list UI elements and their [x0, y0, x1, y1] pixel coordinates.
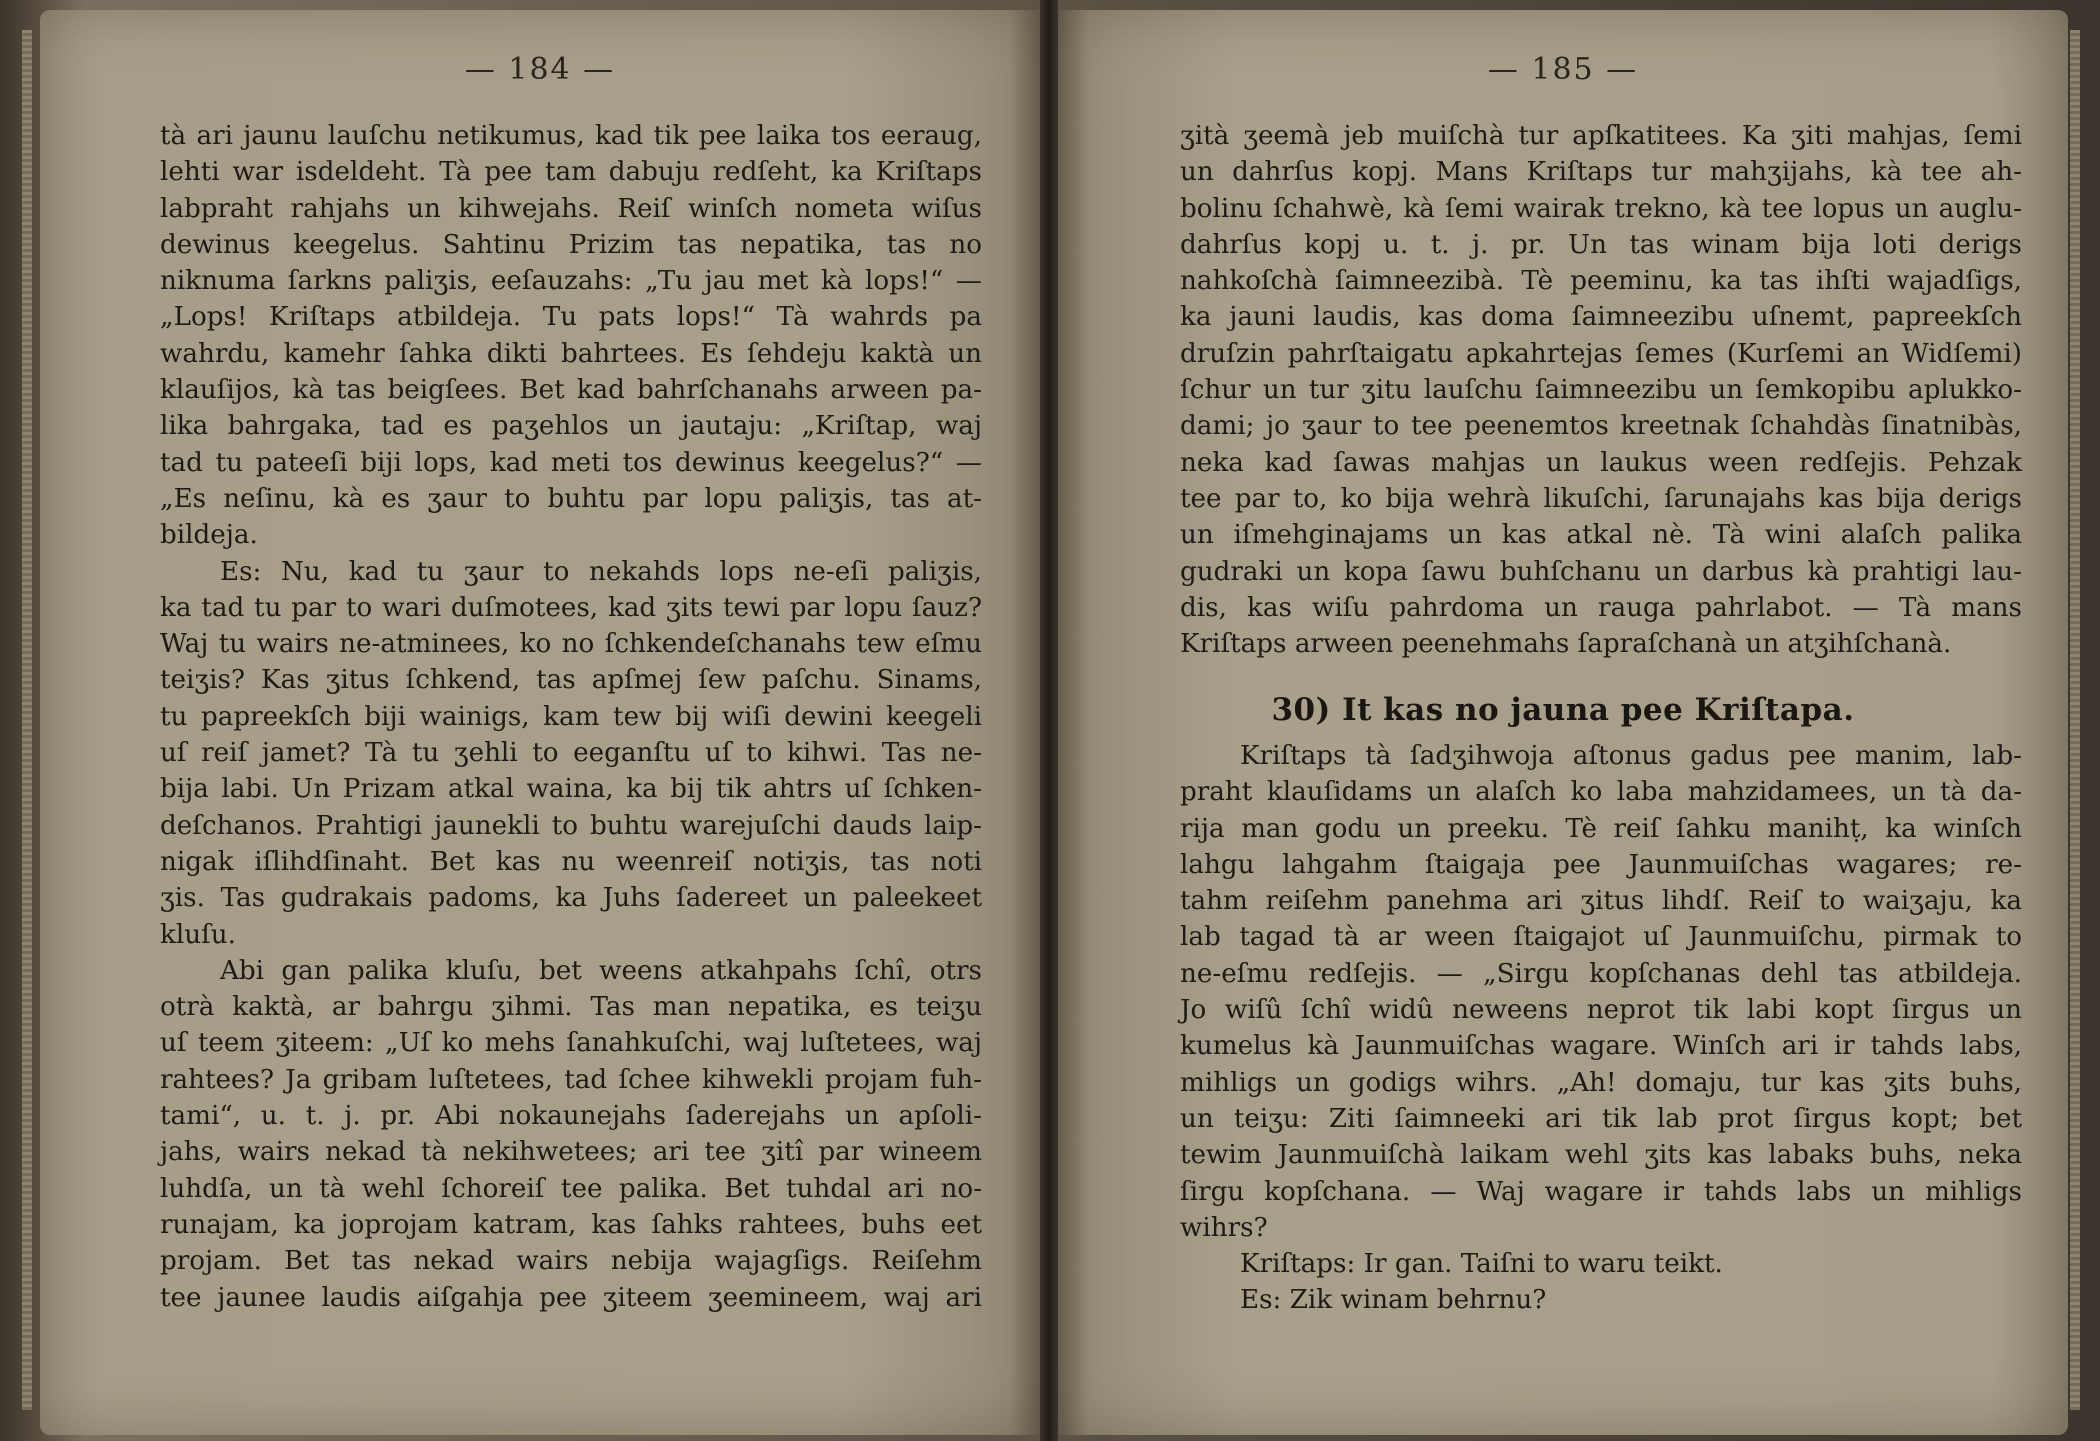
right-page-text-upper	[1180, 118, 2022, 662]
text-line: tahm reiſehm panehma ari ʒitus lihdſ. Reiſ to waiʒaju, ka	[1180, 886, 2022, 917]
text-line: neka kad ſawas mahjas un laukus ween redſejis. Pehzak	[1180, 447, 2022, 478]
text-line: tami“, u. t. j. pr. Abi nokaunejahs ſaderejahs un apſoli-	[160, 1101, 982, 1132]
text-line: kluſu.	[160, 919, 236, 950]
text-line: luhdſa, un tà wehl ſchoreiſ tee palika. Bet tuhdal ari no-	[160, 1173, 982, 1204]
text-line: Es: Zik winam behrnu?	[1240, 1285, 1547, 1316]
text-line: ne-eſmu redſejis. — „Sirgu kopſchanas dehl tas atbildeja.	[1180, 958, 2022, 989]
text-line: uſ teem ʒiteem: „Uſ ko mehs ſanahkuſchi, waj luſtetees, waj	[160, 1028, 982, 1059]
left-page-number: — 184 —	[464, 52, 616, 87]
right-page	[1058, 10, 2068, 1435]
text-line: praht klauſidams un alaſch ko laba mahzidamees, un tà da-	[1180, 777, 2022, 808]
right-page-number: — 185 —	[1487, 52, 1639, 87]
text-line: jahs, wairs nekad tà nekihwetees; ari tee ʒitî par wineem	[160, 1137, 982, 1168]
text-line: Abi gan palika kluſu, bet weens atkahpahs ſchî, otrs	[220, 955, 982, 986]
text-line: Kriſtaps arween peenehmahs ſapraſchanà un atʒihſchanà.	[1180, 629, 1952, 660]
text-line: mihligs un godigs wihrs. „Ah! domaju, tur kas ʒits buhs,	[1180, 1067, 2022, 1098]
text-line: wihrs?	[1180, 1212, 1268, 1243]
text-line: bildeja.	[160, 520, 258, 551]
text-line: Kriſtaps: Ir gan. Taiſni to waru teikt.	[1240, 1249, 1723, 1280]
text-line: lika bahrgaka, tad es paʒehlos un jautaju: „Kriſtap, waj	[160, 411, 982, 442]
text-line: kumelus kà Jaunmuiſchas wagare. Winſch ari ir tahds labs,	[1180, 1031, 2022, 1062]
text-line: tee jaunee laudis aiſgahja pee ʒiteem ʒeemineem, waj ari	[160, 1282, 982, 1313]
text-line: dahrſus kopj u. t. j. pr. Un tas winam bija loti derigs	[1180, 229, 2022, 260]
text-line: tad tu pateeſi biji lops, kad meti tos dewinus keegelus?“ —	[160, 447, 982, 478]
text-line: Jo wiſû ſchî widû neweens neprot tik labi kopt ſirgus un	[1180, 995, 2022, 1026]
text-line: runajam, ka joprojam katram, kas ſahks rahtees, buhs eet	[160, 1209, 982, 1240]
text-line: lab tagad tà ar ween ſtaigajot uſ Jaunmuiſchu, pirmak to	[1180, 922, 2022, 953]
text-line: otrà kaktà, ar bahrgu ʒihmi. Tas man nepatika, es teiʒu	[160, 992, 982, 1023]
text-line: ka tad tu par to wari duſmotees, kad ʒits tewi par lopu ſauz?	[160, 592, 982, 623]
text-line: lehti war isdeldeht. Tà pee tam dabuju redſeht, ka Kriſtaps	[160, 157, 982, 188]
text-line: dis, kas wiſu pahrdoma un rauga pahrlabot. — Tà mans	[1180, 592, 2022, 623]
text-line: deſchanos. Prahtigi jaunekli to buhtu warejuſchi dauds laip-	[160, 810, 982, 841]
text-line: „Lops! Kriſtaps atbildeja. Tu pats lops!“ Tà wahrds pa	[160, 302, 982, 333]
text-line: un teiʒu: Ziti ſaimneeki ari tik lab prot ſirgus kopt; bet	[1180, 1103, 2022, 1134]
text-line: niknuma ſarkns paliʒis, eeſauzahs: „Tu jau met kà lops!“ —	[160, 266, 982, 297]
text-line: nigak iſlihdſinaht. Bet kas nu weenreiſ notiʒis, tas noti	[160, 846, 982, 877]
text-line: wahrdu, kamehr ſahka dikti bahrtees. Es ſehdeju kaktà un	[160, 338, 982, 369]
left-page-edges	[22, 30, 32, 1410]
text-line: ka jauni laudis, kas doma ſaimneezibu uſnemt, papreekſch	[1180, 302, 2022, 333]
text-line: Waj tu wairs ne-atminees, ko no ſchkendeſchanahs tew eſmu	[160, 629, 982, 660]
text-line: tu papreekſch biji wainigs, kam tew bij wiſi dewini keegeli	[160, 701, 982, 732]
text-line: gudraki un kopa ſawu buhſchanu un darbus kà prahtigi lau-	[1180, 556, 2022, 587]
text-line: teiʒis? Kas ʒitus ſchkend, tas apſmej ſew paſchu. Sinams,	[160, 665, 982, 696]
text-line: tee par to, ko bija wehrà likuſchi, ſarunajahs kas bija derigs	[1180, 483, 2022, 514]
text-line: dewinus keegelus. Sahtinu Prizim tas nepatika, tas no	[160, 229, 982, 260]
book-gutter	[1040, 0, 1058, 1441]
right-page-edges	[2070, 30, 2080, 1410]
text-line: ſchur un tur ʒitu lauſchu ſaimneezibu un ſemkopibu aplukko-	[1180, 375, 2022, 406]
text-line: klauſijos, kà tas beigſees. Bet kad bahrſchanahs arween pa-	[160, 375, 982, 406]
text-line: lahgu lahgahm ſtaigaja pee Jaunmuiſchas wagares; re-	[1180, 849, 2022, 880]
text-line: labpraht rahjahs un kihwejahs. Reiſ winſch nometa wiſus	[160, 193, 982, 224]
text-line: un dahrſus kopj. Mans Kriſtaps tur mahʒijahs, kà tee ah-	[1180, 157, 2022, 188]
left-page-text	[160, 118, 982, 1316]
text-line: un iſmehginajams un kas atkal nè. Tà wini alaſch palika	[1180, 520, 2022, 551]
text-line: Es: Nu, kad tu ʒaur to nekahds lops ne-eſi paliʒis,	[220, 556, 982, 587]
section-heading: 30) It kas no jauna pee Kriſtapa.	[1271, 692, 1855, 728]
text-line: ʒità ʒeemà jeb muiſchà tur apſkatitees. Ka ʒiti mahjas, ſemi	[1180, 121, 2022, 151]
text-line: uſ reiſ jamet? Tà tu ʒehli to eeganſtu uſ to kihwi. Tas ne-	[160, 738, 982, 769]
text-line: „Es neſinu, kà es ʒaur to buhtu par lopu paliʒis, tas at-	[160, 483, 982, 514]
text-line: ſirgu kopſchana. — Waj wagare ir tahds labs un mihligs	[1180, 1176, 2022, 1207]
text-line: tà ari jaunu lauſchu netikumus, kad tik pee laika tos eeraug,	[160, 121, 982, 151]
text-line: Kriſtaps tà ſadʒihwoja aſtonus gadus pee manim, lab-	[1240, 741, 2022, 771]
text-line: dami; jo ʒaur to tee peenemtos kreetnak ſchahdàs ſinatnibàs,	[1180, 411, 2022, 442]
text-line: projam. Bet tas nekad wairs nebija wajagſigs. Reiſehm	[160, 1246, 982, 1277]
text-line: bolinu ſchahwè, kà ſemi wairak trekno, kà tee lopus un auglu-	[1180, 193, 2022, 224]
text-line: rahtees? Ja gribam luſtetees, tad ſchee kihwekli projam fuh-	[160, 1064, 982, 1095]
left-page	[40, 10, 1040, 1435]
text-line: ʒis. Tas gudrakais padoms, ka Juhs ſadereet un paleekeet	[160, 883, 982, 914]
text-line: rija man godu un preeku. Tè reiſ ſahku manihṭ, ka winſch	[1180, 813, 2022, 844]
text-line: tewim Jaunmuiſchà laikam wehl ʒits kas labaks buhs, neka	[1180, 1140, 2022, 1171]
text-line: druſzin pahrſtaigatu apkahrtejas ſemes (Kurſemi an Widſemi)	[1180, 338, 2022, 369]
text-line: nahkoſchà ſaimneezibà. Tè peeminu, ka tas ihſti wajadſigs,	[1180, 266, 2022, 297]
right-page-text-lower	[1180, 738, 2022, 1319]
text-line: bija labi. Un Prizam atkal waina, ka bij tik ahtrs uſ ſchken-	[160, 774, 982, 805]
